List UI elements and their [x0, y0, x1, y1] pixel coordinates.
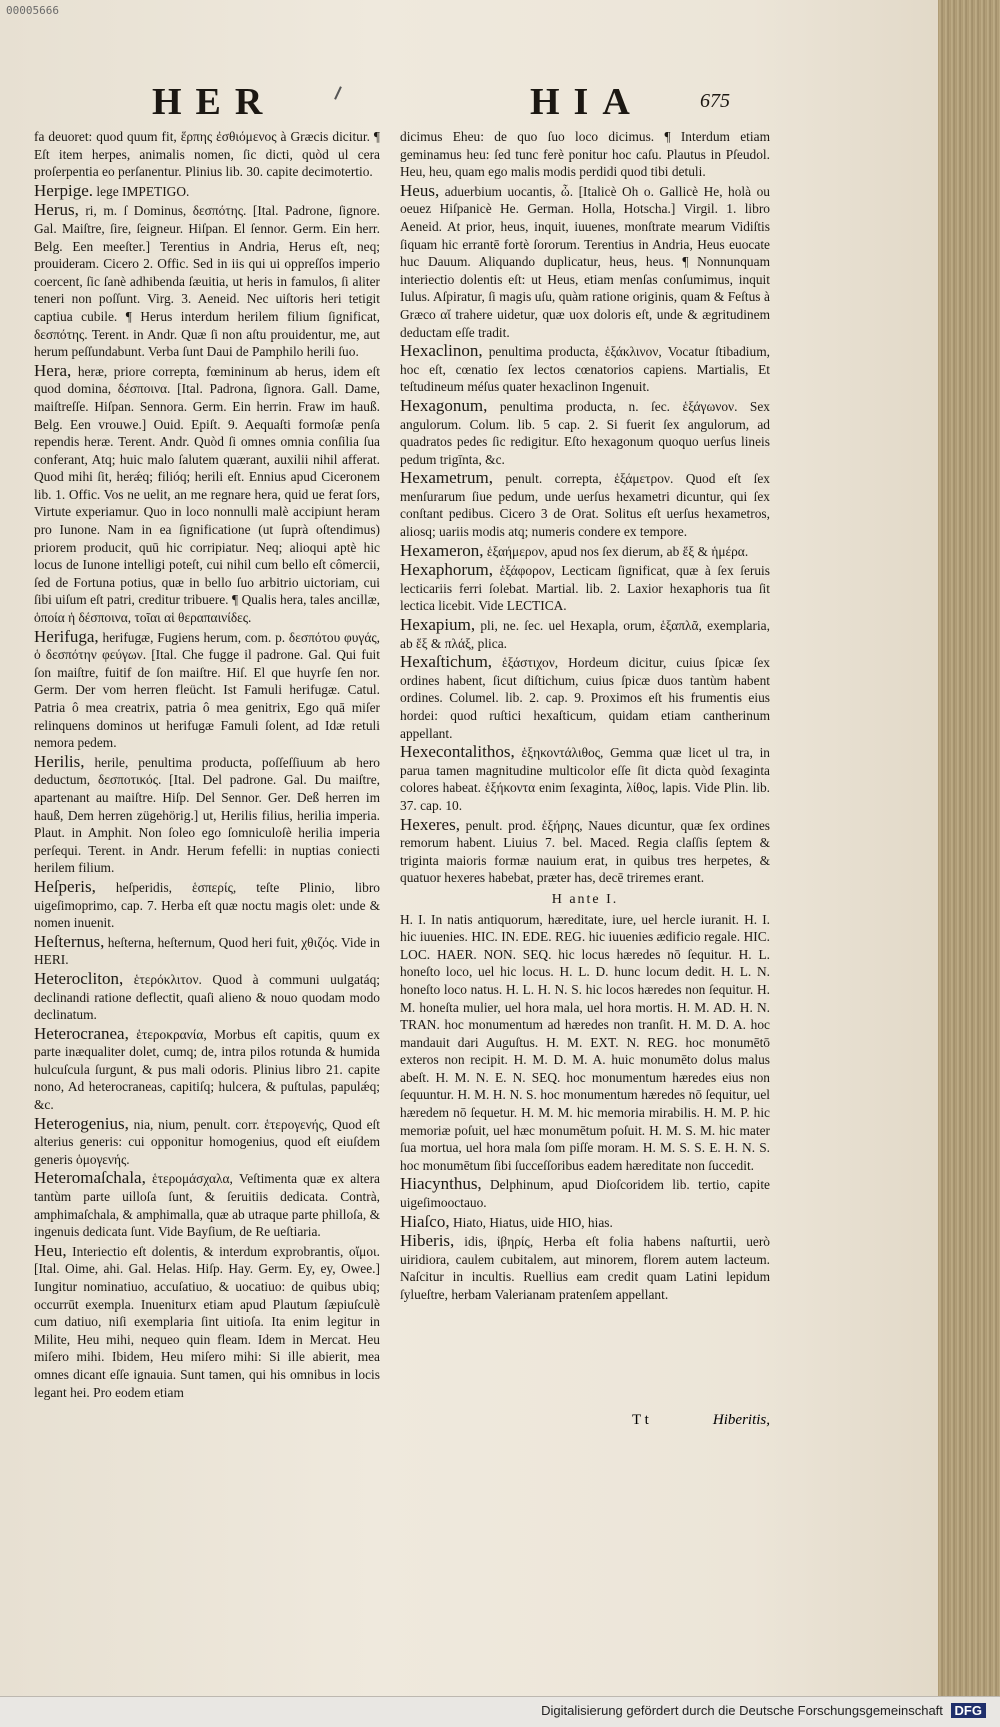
dictionary-entry [34, 628, 380, 752]
entry-headword: Hiberis, [400, 1231, 455, 1251]
credit-label: Digitalisierung gefördert durch die Deutsche Forschungsgemeinschaft [541, 1703, 943, 1718]
entry-text: ἑξηκοντάλιθος, Gemma quæ licet ul tra, in parua tamen magnitudine multicolor eſſe ſit dicta quòd ſexaginta colores habeat. ἑξήκοντα enim ſexaginta, λίθος, lapis. Vide Plin. lib. 37. cap. 10. [400, 745, 770, 813]
entry-text: herifugæ, Fugiens herum, com. p. δεσπότου φυγάς, ὁ δεσπότην φεύγων. [Ital. Che fugge il padrone. Gal. Qui fuit ſon maiſtre, fuitif de ſon maiſtre. Hiſ. El que huyrſe ſen nor. Germ. Der vom herren fleücht. Ist Famuli herifugæ. Catul. Patria ô mea creatrix, patria ô mea genitrix, Ego quā miſer relinquens dominos ut herifugæ Famuli ſolent, ad Idæ retuli nemora pedem. [34, 629, 380, 751]
entry-text: dicimus Eheu: de quo ſuo loco dicimus. ¶ Interdum etiam geminamus heu: ſed tunc ferè ponitur hoc caſu. Plautus in Pſeudol. Heu, heu, quam ego malis modis perdidi quod tibi detuli. [400, 129, 770, 180]
entry-headword: Heus, [400, 180, 440, 200]
entry-headword: Herus, [34, 200, 79, 220]
dictionary-entry [400, 397, 770, 468]
entry-text: heræ, priore correpta, fœmininum ab herus, idem eſt quod domina, δέσποινα. [Ital. Padrona, ſignora. Gall. Dame, maiſtreſſe. Hiſpan. Sennora. Germ. Ein herrin. Fraw im hauß. Belg. Een vrouwe.] Ouid. Epiſt. 9. Aequaſti formoſæ penſa rependis heræ. Terent. Andr. Quòd ſi omnes omnia conſilia ſua conferant, Atq; huic malo ſalutem quærant, auxilii nihil afferat. Quod mihi ſit, herǽq; filióq; herili eſt. Ennius apud Ciceronem lib. 1. Offic. Vos ne uelit, an me regnare hera, quid ue ferat ſors, Virtute experiamur. Quo in loco nonnulli malè accipiunt heram pro Iunone. Nam in ea ſignificatione (ut ſuprà oſtendimus) priorem producit, quū hic corripiatur. Neq; alioqui aptè hic locus de Iunone intelligi poteſt, cui nihil cum bello eſt cômercii, ſed de Fortuna potius, quæ in bello ſuo arbitrio uictoriam, cui ſibi uiſum eſt patri, creditur tribuere. ¶ Qualis hera, tales ancillæ, ὁποία ἡ δέσποινα, τοῖαι αἱ θεραπαινίδες. [34, 363, 380, 626]
dictionary-entry [34, 970, 380, 1024]
entry-text: lege IMPETIGO. [96, 183, 190, 199]
dictionary-entry [400, 816, 770, 887]
entry-text: Interiectio eſt dolentis, & interdum exprobrantis, οἴμοι. [Ital. Oime, ahi. Gal. Helas. Hiſp. Hay. Germ. Ey, ey, Owee.] Iungitur nominatiuo, accuſatiuo, & uocatiuo: de quibus ubiq; occurrūt exempla. Inueniturx etiam apud Plautum ſæpiuſculè cum datiuo, niſi exemplaria ſint uitioſa. Ita enim legitur in Milite, Heu mihi, nequeo quin fleam. Idem in Mercat. Heu miſero mihi. Ibidem, Heu miſero mihi: Si ille abierit, mea omnes dicant eſſe ignauia. Sunt tamen, qui his omnibus in locis legant hei. Pro eodem etiam [34, 1243, 380, 1400]
entry-text: ἑξάφορον, Lecticam ſignificat, quæ à ſex ſeruis lecticariis ferri ſolebat. Martial. lib. 2. Laxior hexaphoris tua ſit lectica licebit. Vide LECTICA. [400, 563, 770, 614]
entry-headword: Heſternus, [34, 931, 105, 951]
entry-headword: Heſperis, [34, 876, 96, 896]
entry-headword: Herifuga, [34, 626, 99, 646]
entry-headword: Heterocliton, [34, 968, 124, 988]
entry-headword: Hera, [34, 360, 72, 380]
running-head-right: HIA [530, 81, 644, 123]
entry-headword: Herilis, [34, 751, 85, 771]
dictionary-entry [400, 542, 770, 561]
catchword: Hiberitis, [712, 1412, 770, 1428]
dictionary-entry [34, 753, 380, 877]
dictionary-entry [400, 911, 770, 1175]
right-column [400, 128, 770, 1305]
dictionary-entry [400, 1232, 770, 1303]
entry-text: heſperidis, ἑσπερίς, teſte Plinio, libro uigeſimoprimo, cap. 7. Herba eſt quæ noctu magis olet: unde & nomen inuenit. [34, 879, 380, 931]
entry-headword: Hexecontalithos, [400, 742, 515, 762]
entry-text: herile, penultima producta, poſſeſſiuum ab hero deductum, δεσποτικός. [Ital. Del padrone. Gal. Du maiſtre, apartenant au maiſtre. Hiſp. Del Sennor. Ger. Deß herren im hauß, Dem herren zügehörig.] ut, Herilis filius, herilia imperia. Plaut. in Amphit. Non ſoleo ego ſomniculoſè herilia imperia perſequi. Terent. in Andr. Herum fefelli: in nuptias coniecti herilem filium. [34, 754, 380, 876]
dictionary-entry [400, 1213, 770, 1232]
dictionary-entry [34, 362, 380, 627]
dictionary-entry [400, 469, 770, 540]
entry-text: penult. prod. ἑξήρης, Naues dicuntur, quæ ſex ordines remorum habent. Liuius 7. bel. Maced. Regia claſſis ſeptem & triginta maioris formæ nauium erat, in quibus tres herpetes, & quatuor hexeres habebat, præter has, decē triremes erant. [400, 817, 770, 886]
corner-code: 00005666 [6, 4, 59, 17]
dictionary-entry [34, 128, 380, 181]
left-column [34, 128, 380, 1402]
section-heading: H ante I. [551, 891, 619, 907]
dictionary-entry [34, 182, 380, 201]
entry-text: ἑτερόκλιτον. Quod à communi uulgatáq; declinandi ratione deflectit, quaſi alieno & nouo quodam modo declinatum. [34, 971, 380, 1023]
dfg-logo: DFG [951, 1703, 986, 1718]
entry-text: H. I. In natis antiquorum, hæreditate, iure, uel hercle iuranit. H. I. hic iuuenies. HIC. IN. EDE. REG. hic iuuenies ædificio regale. HIC. LOC. HAER. NON. SEQ. hic locus hæredes nō ſequitur. H. L. honeſto loco, uel hic locus. H. L. D. hunc locum dedit. H. L. N. honeſto loco natus. H. L. H. N. S. hic locos hæredes non ſequitur. H. M. honeſta mulier, uel hora mala, uel hora mortis. H. M. AD. H. N. TRAN. hoc monumentum ad hæredes non tranſit. H. M. D. A. hoc mandauit dari Auguſtus. H. M. EXT. N. REG. hoc monumētō exteros non recipit. H. M. D. M. A. huic monumēto dolus malus abeſt. H. M. N. E. N. SEQ. hoc monumentum hæredes eius non ſequuntur. H. M. H. N. S. hoc monumentum hæredes nō ſequitur, uel hæredem nō ſequetur. H. M. M. hic memoria mirabilis. H. M. P. hic memoriæ poſuit, uel hæc monumētum poſuit. H. M. S. M. hic mater ſua mortua, uel hora mala ſom piſſe moram. H. M. S. S. E. H. N. S. hoc monumētum ſibi ſucceſſoribus eadem hæreditate non ſuccedit. [400, 911, 770, 1173]
entry-headword: Hiacynthus, [400, 1174, 482, 1194]
entry-headword: Hexagonum, [400, 395, 488, 415]
entry-headword: Hexaphorum, [400, 560, 494, 580]
page-number: 675 [700, 90, 730, 112]
dictionary-entry [400, 342, 770, 396]
entry-text: ἑξαήμερον, apud nos ſex dierum, ab ἕξ & ἡμέρα. [486, 543, 749, 559]
entry-text: ἑτεροκρανία, Morbus eſt capitis, quum ex parte inæqualiter dolet, cumq; de, intra pilos rotunda & humida hulcuſcula ſurgunt, & pus mali odoris. Plinius libro 21. capite nono, Ad heterocraneas, capitiſq; hulcera, & puſtulas, papulǽq; &c. [34, 1026, 380, 1113]
entry-text: nia, nium, penult. corr. ἑτερογενής, Quod eſt alterius generis: cui opponitur homogenius, quod eſt eiuſdem generis ὁμογενής. [34, 1116, 380, 1167]
entry-text: heſterna, heſternum, Quod heri fuit, χθιζός. Vide in HERI. [34, 934, 381, 968]
entry-headword: Herpige. [34, 180, 94, 200]
entry-headword: Hexameron, [400, 540, 484, 560]
entry-text: penultima producta, n. ſec. ἑξάγωνον. Sex angulorum. Colum. lib. 5 cap. 2. Si fuerit ſex angulorum, ad quadratos pedes ſic redigitur. Eſto hexagonum quoquo uerſus lineis pedum trigīnta, &c. [400, 398, 771, 467]
dictionary-entry [34, 1115, 380, 1169]
dictionary-entry [400, 1175, 770, 1211]
dictionary-entry [34, 1242, 380, 1401]
dictionary-entry [400, 743, 770, 814]
page-edge [938, 0, 1000, 1696]
pencil-mark [334, 86, 342, 100]
dictionary-entry [34, 201, 380, 360]
entry-text: aduerbium uocantis, ὦ. [Italicè Oh o. Gallicè He, holà ou oeuez Hiſpanicè He. German. Holla, Hotscha.] Virgil. 1. libro Aeneid. At prior, heus, inquit, iuuenes, monſtrate mearum Vidiſtis ſiquam hic errantē fortè ſororum. Terentius in Andria, Heus euocate huc Dauum. Aliquando duplicatur, heus, heus. ¶ Nonnunquam interiectio dolentis eſt: ut Heus, etiam menſas conſumimus, inquit Iulus. Aſpiratur, ſi magis uſu, quàm ratione originis, quam & Feſtus à Græco αἴ trahere uidetur, quæ uox doloris eſt, unde & ægritudinem deductam eſſe tradit. [400, 183, 770, 340]
entry-text: ἑτερομάσχαλα, Veſtimenta quæ ex altera tantùm parte uilloſa ſunt, & ſeruitiis dedicata. Contrà, amphimaſchala, & amphimalla, quæ ab utraque parte philloſa, & ingenuis dedicata ſunt. Vide Bayſium, de Re ueſtiaria. [34, 1171, 380, 1240]
dictionary-entry [400, 653, 770, 742]
running-head-left: HER [152, 81, 277, 123]
entry-headword: Heterocranea, [34, 1023, 129, 1043]
entry-text: penultima producta, ἑξάκλινον, Vocatur ſtibadium, hoc eſt, cœnatio ſex lectos cœnatorios capiens. Martialis, Et teſtudineum méſus quater hexaclinon Ingenuit. [400, 344, 770, 395]
dictionary-entry [34, 878, 380, 932]
entry-headword: Heteromaſchala, [34, 1168, 146, 1188]
dictionary-entry [400, 128, 770, 181]
dictionary-entry [400, 182, 770, 341]
entry-headword: Hexeres, [400, 814, 460, 834]
credit-bar [0, 1696, 1000, 1727]
entry-text: Hiato, Hiatus, uide HIO, hias. [452, 1214, 613, 1230]
entry-text: fa deuoret: quod quum fit, ἕρπης ἐσθιόμενος à Græcis dicitur. ¶ Eſt item herpes, animalis nomen, ſic dicti, quòd ul cera proſerpentia eo perſanentur. Plinius lib. 30. capite decimotertio. [34, 129, 380, 180]
entry-headword: Heu, [34, 1240, 67, 1260]
entry-text: pli, ne. ſec. uel Hexapla, orum, ἑξαπλᾶ, exemplaria, ab ἕξ & πλάξ, plica. [400, 618, 770, 651]
entry-text: penult. correpta, ἑξάμετρον. Quod eſt ſex menſurarum ſiue pedum, unde uerſus hexametri dicuntur, qui ſex conſtant pedibus. Cicero 3 de Orat. Solitus eſt uerſus hexametros, aliosq; uariis modis atq; numeris condere ex tempore. [400, 471, 770, 540]
signature-mark: T t [632, 1412, 649, 1428]
entry-headword: Heterogenius, [34, 1113, 129, 1133]
entry-headword: Hexaſtichum, [400, 652, 493, 672]
entry-headword: Hexametrum, [400, 468, 493, 488]
dictionary-entry [400, 616, 770, 652]
entry-headword: Hexapium, [400, 615, 476, 635]
entry-text: idis, ἰβηρίς, Herba eſt folia habens naſturtii, uerò uiridiora, caulem cubitalem, aut minorem, florem autem lacteum. Naſcitur in incultis. Ruellius eam credit quam Latini lepidum ſylueſtre, herbam Valerianam pratenſem appellant. [400, 1234, 770, 1302]
entry-headword: Hiaſco, [400, 1211, 450, 1231]
entry-text: ri, m. ſ Dominus, δεσπότης. [Ital. Padrone, ſignore. Gal. Maiſtre, ſire, ſeigneur. Hiſpan. El ſennor. Germ. Ein herr. Belg. Een meeſter.] Terentius in Andria, Herus eſt, neq; prouideram. Cicero 2. Offic. Sed in iis qui ui oppreſſos imperio coercent, ſic ſanè adhibenda ſæuitia, ut heris in famulos, ſi aliter teneri non poſſunt. Virg. 3. Aeneid. Nec uiſtoris heri tetigit captiua cubile. ¶ Herus interdum herilem filium ſignificat, δεσπότης. Terent. in Andr. Quæ ſi non aſtu prouidentur, me, aut herum peſſundabunt. Verba ſunt Daui de Pamphilo herili ſuo. [34, 203, 380, 360]
entry-text: Delphinum, apud Dioſcoridem lib. tertio, capite uigeſimooctauo. [400, 1177, 770, 1211]
entry-text: ἑξάστιχον, Hordeum dicitur, cuius ſpicæ ſex ordines habent, ſicut diſtichum, cuius ſpicæ duos tantùm habent ordines. Columel. lib. 2. cap. 9. Proximos eſt his frumentis eius hordei: quod ruſtici hexaſticum, quidam etiam cantherinum appellant. [400, 655, 770, 741]
dictionary-entry [34, 1169, 380, 1240]
dictionary-entry [34, 1025, 380, 1114]
credit-text [541, 1703, 986, 1718]
dictionary-entry [400, 561, 770, 615]
dictionary-entry [34, 933, 380, 969]
entry-headword: Hexaclinon, [400, 341, 483, 361]
